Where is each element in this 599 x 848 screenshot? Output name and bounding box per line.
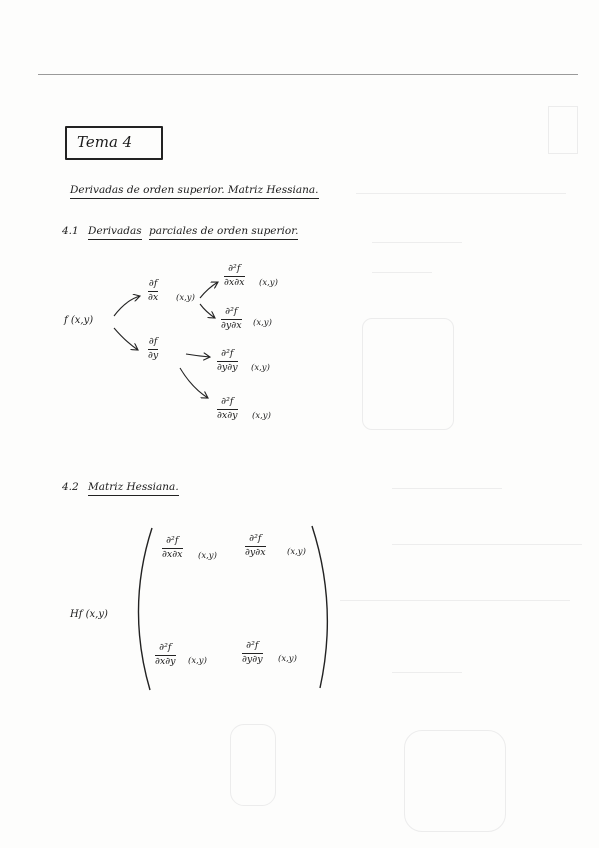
- hessian-m21-num: ∂²f: [159, 642, 172, 653]
- partial-fyx-arg: (x,y): [252, 411, 271, 421]
- hessian-m22-arg: (x,y): [278, 654, 297, 664]
- hessian-m11-arg: (x,y): [198, 551, 217, 561]
- partial-fx-num: ∂f: [148, 278, 158, 289]
- hessian-m11-den: ∂x∂x: [162, 548, 183, 560]
- partial-fxx-num: ∂²f: [228, 263, 241, 274]
- partial-fxy-arg: (x,y): [253, 318, 272, 328]
- partial-fx-arg: (x,y): [176, 293, 195, 303]
- partial-fxy-num: ∂²f: [225, 306, 238, 317]
- section-number: 4.1: [62, 225, 79, 237]
- hessian-m12-arg: (x,y): [287, 547, 306, 557]
- hessian-m21-den: ∂x∂y: [155, 655, 176, 667]
- page-title: Tema 4: [77, 133, 133, 151]
- hessian-m22: [242, 641, 263, 666]
- hessian-m21: [155, 643, 176, 668]
- partial-fxx-den: ∂x∂x: [224, 276, 245, 288]
- hessian-m11: [162, 536, 183, 561]
- right-parenthesis: [312, 526, 327, 688]
- section-title-rest: parciales de orden superior.: [149, 225, 298, 240]
- section-title: Matriz Hessiana.: [88, 481, 179, 496]
- section-title-underlined: Derivadas: [88, 225, 142, 240]
- hessian-m22-den: ∂y∂y: [242, 653, 263, 665]
- hessian-m12: [245, 534, 266, 559]
- chapter-heading-text: Derivadas de orden superior. Matriz Hessiana.: [70, 184, 319, 199]
- left-parenthesis: [138, 528, 152, 690]
- hessian-m11-num: ∂²f: [166, 535, 179, 546]
- partial-fyy-arg: (x,y): [251, 363, 270, 373]
- hessian-m12-den: ∂y∂x: [245, 546, 266, 558]
- hessian-m22-num: ∂²f: [246, 640, 259, 651]
- partial-fxx-arg: (x,y): [259, 278, 278, 288]
- partial-fy-den: ∂y: [148, 349, 159, 361]
- tree-root-function: f (x,y): [64, 315, 94, 326]
- partial-fyy-num: ∂²f: [221, 348, 234, 359]
- partial-fx-den: ∂x: [148, 291, 159, 303]
- partial-fyx-num: ∂²f: [221, 396, 234, 407]
- partial-fy-num: ∂f: [148, 336, 158, 347]
- section-number: 4.2: [62, 481, 79, 493]
- partial-fyx-den: ∂x∂y: [217, 409, 238, 421]
- partial-fxy-den: ∂y∂x: [221, 319, 242, 331]
- hessian-m21-arg: (x,y): [188, 656, 207, 666]
- partial-fyy-den: ∂y∂y: [217, 361, 238, 373]
- hessian-lhs: Hf (x,y): [70, 609, 108, 620]
- hessian-m12-num: ∂²f: [249, 533, 262, 544]
